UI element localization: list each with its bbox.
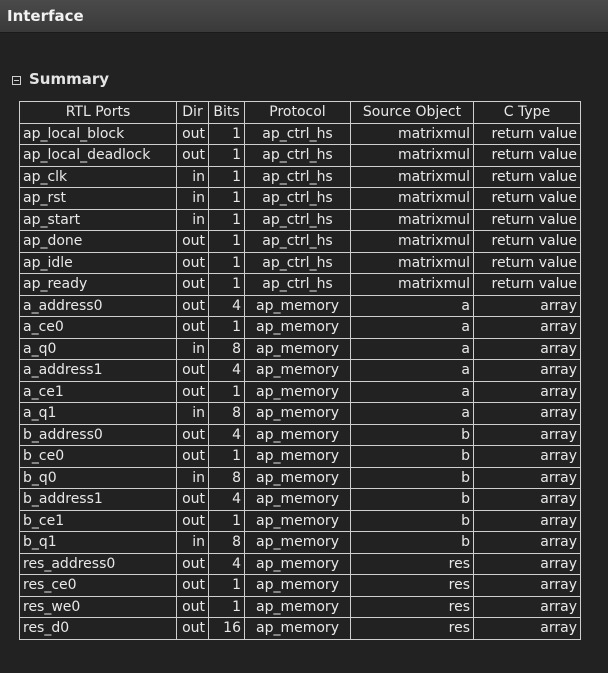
cell-dir: in (177, 532, 209, 554)
cell-source-object: matrixmul (351, 145, 474, 167)
cell-c-type: array (474, 317, 581, 339)
cell-rtl-port: ap_idle (20, 252, 177, 274)
cell-source-object: matrixmul (351, 188, 474, 210)
cell-dir: out (177, 317, 209, 339)
cell-rtl-port: ap_clk (20, 166, 177, 188)
cell-c-type: return value (474, 145, 581, 167)
table-row (20, 252, 581, 274)
cell-c-type: array (474, 553, 581, 575)
cell-protocol: ap_memory (245, 338, 351, 360)
cell-source-object: a (351, 295, 474, 317)
cell-rtl-port: res_we0 (20, 596, 177, 618)
cell-source-object: a (351, 403, 474, 425)
cell-dir: out (177, 360, 209, 382)
cell-rtl-port: res_d0 (20, 618, 177, 640)
cell-bits: 1 (209, 274, 245, 296)
table-row (20, 145, 581, 167)
table-row (20, 209, 581, 231)
cell-dir: out (177, 446, 209, 468)
cell-c-type: array (474, 467, 581, 489)
cell-source-object: matrixmul (351, 166, 474, 188)
cell-c-type: array (474, 618, 581, 640)
cell-source-object: b (351, 467, 474, 489)
cell-rtl-port: a_q1 (20, 403, 177, 425)
cell-source-object: res (351, 575, 474, 597)
cell-source-object: b (351, 532, 474, 554)
cell-protocol: ap_memory (245, 360, 351, 382)
table-row (20, 424, 581, 446)
collapse-minus-icon[interactable] (12, 76, 21, 85)
cell-rtl-port: b_address0 (20, 424, 177, 446)
cell-protocol: ap_memory (245, 553, 351, 575)
cell-bits: 1 (209, 209, 245, 231)
table-row (20, 446, 581, 468)
cell-protocol: ap_ctrl_hs (245, 252, 351, 274)
cell-bits: 4 (209, 489, 245, 511)
cell-protocol: ap_ctrl_hs (245, 231, 351, 253)
cell-source-object: res (351, 618, 474, 640)
cell-rtl-port: b_ce1 (20, 510, 177, 532)
cell-source-object: a (351, 317, 474, 339)
cell-dir: out (177, 123, 209, 145)
header-source-object: Source Object (351, 102, 474, 124)
cell-rtl-port: ap_rst (20, 188, 177, 210)
cell-bits: 8 (209, 338, 245, 360)
table-row (20, 338, 581, 360)
table-row (20, 317, 581, 339)
cell-protocol: ap_memory (245, 596, 351, 618)
cell-rtl-port: b_ce0 (20, 446, 177, 468)
cell-dir: in (177, 188, 209, 210)
cell-dir: out (177, 553, 209, 575)
cell-protocol: ap_memory (245, 446, 351, 468)
cell-dir: in (177, 403, 209, 425)
cell-bits: 1 (209, 252, 245, 274)
cell-dir: out (177, 596, 209, 618)
section-title[interactable]: Summary (29, 70, 110, 88)
cell-protocol: ap_ctrl_hs (245, 145, 351, 167)
cell-rtl-port: b_q1 (20, 532, 177, 554)
cell-rtl-port: ap_done (20, 231, 177, 253)
cell-source-object: res (351, 553, 474, 575)
summary-table (19, 101, 581, 640)
cell-rtl-port: ap_ready (20, 274, 177, 296)
header-dir: Dir (177, 102, 209, 124)
cell-c-type: array (474, 360, 581, 382)
cell-source-object: matrixmul (351, 231, 474, 253)
cell-protocol: ap_memory (245, 467, 351, 489)
header-protocol: Protocol (245, 102, 351, 124)
table-row (20, 166, 581, 188)
cell-protocol: ap_ctrl_hs (245, 209, 351, 231)
summary-section-header[interactable] (12, 70, 109, 88)
cell-c-type: array (474, 338, 581, 360)
cell-rtl-port: b_q0 (20, 467, 177, 489)
cell-protocol: ap_memory (245, 575, 351, 597)
cell-protocol: ap_memory (245, 510, 351, 532)
cell-protocol: ap_ctrl_hs (245, 123, 351, 145)
cell-protocol: ap_memory (245, 381, 351, 403)
table-row (20, 123, 581, 145)
cell-c-type: array (474, 596, 581, 618)
cell-rtl-port: a_address0 (20, 295, 177, 317)
cell-dir: out (177, 274, 209, 296)
cell-bits: 4 (209, 360, 245, 382)
cell-c-type: array (474, 424, 581, 446)
cell-c-type: return value (474, 274, 581, 296)
cell-bits: 1 (209, 510, 245, 532)
cell-bits: 1 (209, 575, 245, 597)
cell-c-type: array (474, 403, 581, 425)
cell-protocol: ap_memory (245, 489, 351, 511)
cell-dir: in (177, 209, 209, 231)
cell-rtl-port: a_q0 (20, 338, 177, 360)
cell-c-type: return value (474, 188, 581, 210)
cell-dir: out (177, 424, 209, 446)
cell-bits: 8 (209, 467, 245, 489)
table-row (20, 360, 581, 382)
cell-source-object: a (351, 338, 474, 360)
cell-bits: 16 (209, 618, 245, 640)
cell-source-object: b (351, 489, 474, 511)
cell-source-object: b (351, 446, 474, 468)
cell-dir: out (177, 145, 209, 167)
cell-dir: in (177, 166, 209, 188)
cell-c-type: return value (474, 209, 581, 231)
cell-protocol: ap_ctrl_hs (245, 274, 351, 296)
cell-protocol: ap_memory (245, 532, 351, 554)
cell-protocol: ap_memory (245, 618, 351, 640)
cell-bits: 1 (209, 446, 245, 468)
cell-rtl-port: ap_start (20, 209, 177, 231)
cell-source-object: matrixmul (351, 123, 474, 145)
cell-dir: out (177, 489, 209, 511)
cell-rtl-port: ap_local_block (20, 123, 177, 145)
cell-c-type: array (474, 575, 581, 597)
cell-source-object: a (351, 360, 474, 382)
table-row (20, 553, 581, 575)
cell-protocol: ap_memory (245, 403, 351, 425)
cell-c-type: array (474, 510, 581, 532)
cell-dir: out (177, 252, 209, 274)
header-rtl-ports: RTL Ports (20, 102, 177, 124)
cell-source-object: b (351, 510, 474, 532)
cell-bits: 1 (209, 596, 245, 618)
table-row (20, 295, 581, 317)
cell-dir: out (177, 381, 209, 403)
cell-bits: 4 (209, 424, 245, 446)
cell-rtl-port: res_address0 (20, 553, 177, 575)
cell-source-object: matrixmul (351, 274, 474, 296)
table-row (20, 403, 581, 425)
cell-dir: out (177, 510, 209, 532)
cell-c-type: return value (474, 123, 581, 145)
table-header-row (20, 102, 581, 124)
cell-c-type: return value (474, 166, 581, 188)
cell-c-type: return value (474, 231, 581, 253)
table-row (20, 532, 581, 554)
panel-header (0, 0, 608, 33)
cell-c-type: array (474, 532, 581, 554)
header-bits: Bits (209, 102, 245, 124)
table-row (20, 188, 581, 210)
table-row (20, 274, 581, 296)
cell-rtl-port: b_address1 (20, 489, 177, 511)
table-row (20, 618, 581, 640)
cell-bits: 4 (209, 553, 245, 575)
cell-protocol: ap_memory (245, 295, 351, 317)
cell-rtl-port: a_address1 (20, 360, 177, 382)
cell-rtl-port: ap_local_deadlock (20, 145, 177, 167)
cell-dir: out (177, 295, 209, 317)
table-row (20, 596, 581, 618)
table-row (20, 575, 581, 597)
cell-c-type: array (474, 381, 581, 403)
cell-protocol: ap_memory (245, 424, 351, 446)
cell-bits: 1 (209, 123, 245, 145)
cell-bits: 1 (209, 145, 245, 167)
cell-source-object: matrixmul (351, 209, 474, 231)
cell-rtl-port: a_ce0 (20, 317, 177, 339)
cell-dir: out (177, 231, 209, 253)
cell-c-type: array (474, 489, 581, 511)
cell-bits: 1 (209, 231, 245, 253)
cell-bits: 8 (209, 532, 245, 554)
cell-source-object: matrixmul (351, 252, 474, 274)
cell-rtl-port: res_ce0 (20, 575, 177, 597)
cell-c-type: array (474, 446, 581, 468)
cell-source-object: res (351, 596, 474, 618)
panel-title: Interface (7, 7, 84, 25)
cell-dir: in (177, 467, 209, 489)
header-c-type: C Type (474, 102, 581, 124)
cell-dir: out (177, 618, 209, 640)
table-row (20, 231, 581, 253)
cell-bits: 1 (209, 317, 245, 339)
table-row (20, 510, 581, 532)
cell-dir: out (177, 575, 209, 597)
cell-protocol: ap_memory (245, 317, 351, 339)
cell-protocol: ap_ctrl_hs (245, 188, 351, 210)
table-row (20, 467, 581, 489)
table-row (20, 381, 581, 403)
cell-protocol: ap_ctrl_hs (245, 166, 351, 188)
cell-source-object: a (351, 381, 474, 403)
cell-c-type: array (474, 295, 581, 317)
cell-bits: 8 (209, 403, 245, 425)
cell-c-type: return value (474, 252, 581, 274)
table-row (20, 489, 581, 511)
cell-source-object: b (351, 424, 474, 446)
cell-dir: in (177, 338, 209, 360)
cell-bits: 1 (209, 381, 245, 403)
cell-bits: 1 (209, 188, 245, 210)
cell-bits: 4 (209, 295, 245, 317)
cell-rtl-port: a_ce1 (20, 381, 177, 403)
cell-bits: 1 (209, 166, 245, 188)
